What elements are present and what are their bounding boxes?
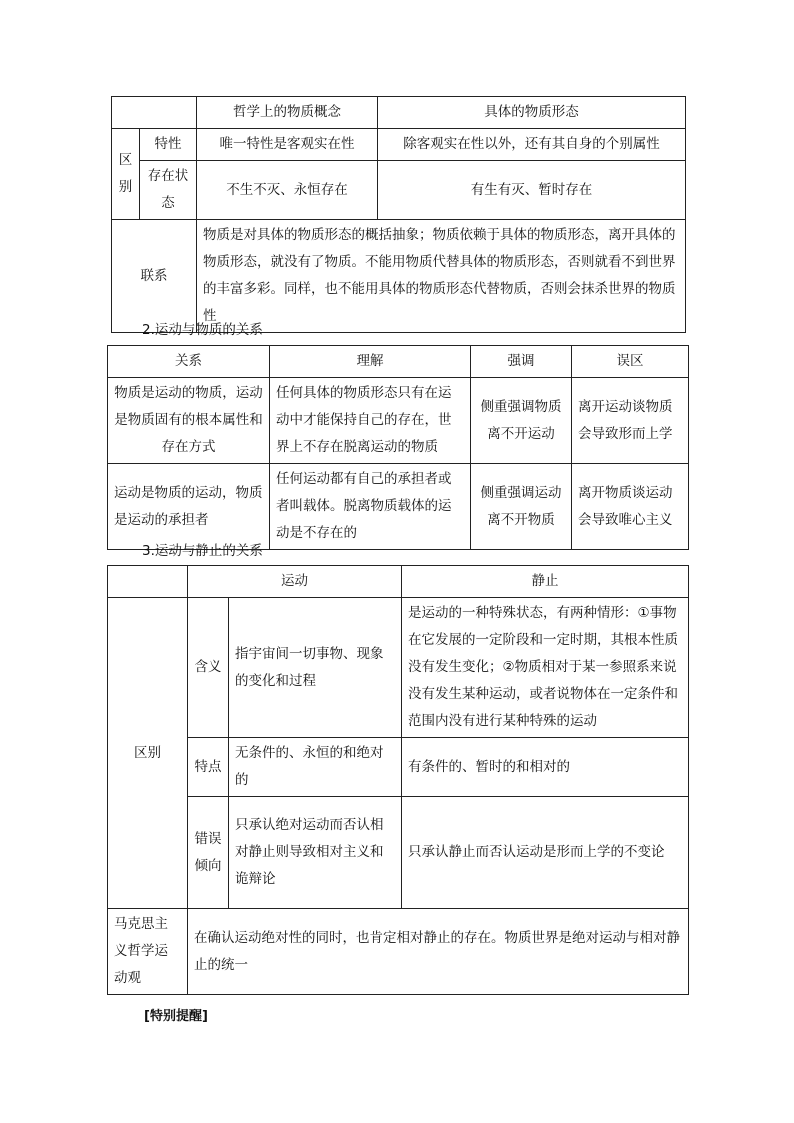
table1-row-label: 特性	[140, 129, 197, 161]
special-reminder-heading: [特别提醒]	[144, 1009, 208, 1024]
table2-cell: 任何具体的物质形态只有在运动中才能保持自己的存在，世界上不存在脱离运动的物质	[270, 378, 471, 464]
table3-row-label: 含义	[188, 598, 229, 738]
table2-cell: 侧重强调运动离不开物质	[471, 464, 572, 550]
table3-marxism-label: 马克思主义哲学运动观	[108, 909, 188, 995]
section-3-caption: 3.运动与静止的关系	[142, 543, 263, 559]
matter-concept-table	[111, 96, 686, 333]
table1-link-label: 联系	[112, 220, 197, 333]
table2-header: 强调	[471, 346, 572, 378]
table1-header-philosophy: 哲学上的物质概念	[197, 97, 378, 129]
table3-cell: 只承认绝对运动而否认相对静止则导致相对主义和诡辩论	[229, 797, 402, 909]
table2-cell: 侧重强调物质离不开运动	[471, 378, 572, 464]
table1-cell: 不生不灭、永恒存在	[197, 161, 378, 220]
table1-link-text: 物质是对具体的物质形态的概括抽象；物质依赖于具体的物质形态，离开具体的物质形态，就没有了物质。不能用物质代替具体的物质形态，否则就看不到世界的丰富多彩。同样，也不能用具体的物质形态代替物质，否则会抹杀世界的物质性	[197, 220, 686, 333]
table3-cell: 指宇宙间一切事物、现象的变化和过程	[229, 598, 402, 738]
table1-row-label: 存在状态	[140, 161, 197, 220]
table3-group-label: 区别	[108, 598, 188, 909]
table2-cell: 物质是运动的物质，运动是物质固有的根本属性和存在方式	[108, 378, 270, 464]
table1-group-label: 区别	[112, 129, 140, 220]
table1-cell: 除客观实在性以外，还有其自身的个别属性	[378, 129, 686, 161]
table3-cell: 有条件的、暂时的和相对的	[402, 738, 689, 797]
section-2-caption: 2.运动与物质的关系	[142, 322, 263, 338]
table2-header: 理解	[270, 346, 471, 378]
motion-matter-table	[107, 345, 689, 550]
table2-cell: 离开运动谈物质会导致形而上学	[572, 378, 689, 464]
table3-header-motion: 运动	[188, 566, 402, 598]
table3-cell: 是运动的一种特殊状态，有两种情形：①事物在它发展的一定阶段和一定时期，其根本性质没有发生变化；②物质相对于某一参照系来说没有发生某种运动，或者说物体在一定条件和范围内没有进行某种特殊的运动	[402, 598, 689, 738]
motion-rest-table	[107, 565, 689, 995]
table1-corner-cell	[112, 97, 197, 129]
table2-cell: 运动是物质的运动，物质是运动的承担者	[108, 464, 270, 550]
table3-marxism-text: 在确认运动绝对性的同时，也肯定相对静止的存在。物质世界是绝对运动与相对静止的统一	[188, 909, 689, 995]
table2-cell: 离开物质谈运动会导致唯心主义	[572, 464, 689, 550]
table3-header-rest: 静止	[402, 566, 689, 598]
table3-corner-cell	[108, 566, 188, 598]
table3-row-label: 错误倾向	[188, 797, 229, 909]
table1-cell: 唯一特性是客观实在性	[197, 129, 378, 161]
table3-row-label: 特点	[188, 738, 229, 797]
table1-cell: 有生有灭、暂时存在	[378, 161, 686, 220]
table3-cell: 无条件的、永恒的和绝对的	[229, 738, 402, 797]
table2-cell: 任何运动都有自己的承担者或者叫载体。脱离物质载体的运动是不存在的	[270, 464, 471, 550]
table3-cell: 只承认静止而否认运动是形而上学的不变论	[402, 797, 689, 909]
table1-header-concrete: 具体的物质形态	[378, 97, 686, 129]
table2-header: 误区	[572, 346, 689, 378]
table2-header: 关系	[108, 346, 270, 378]
